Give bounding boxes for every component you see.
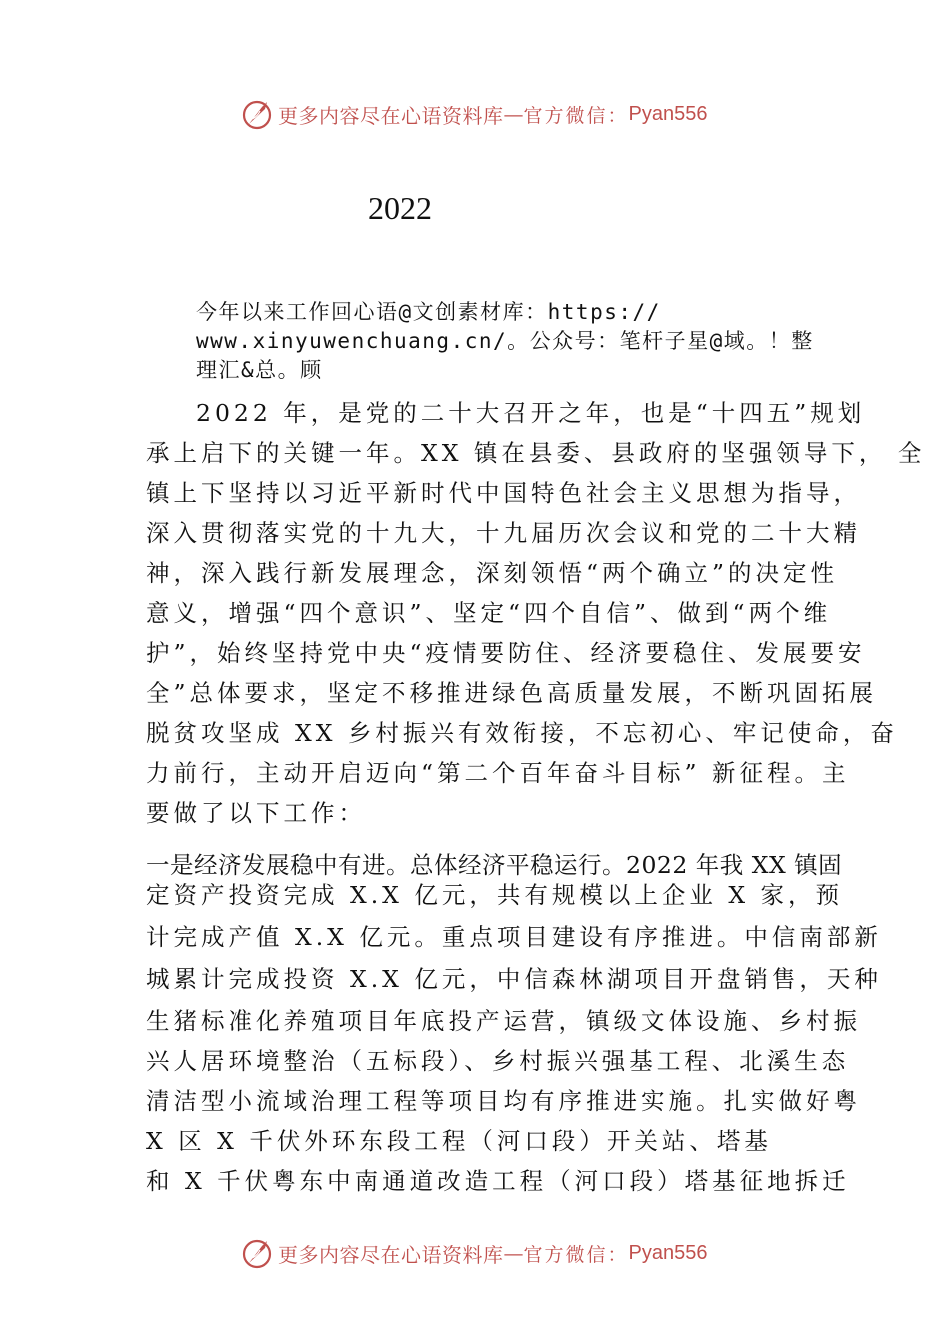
banner-wechat-label: 官方微信：	[523, 104, 629, 127]
banner-wechat-id: Pyan556	[628, 1241, 708, 1264]
paragraph1-line: 深入贯彻落实党的十九大，十九届历次会议和党的二十大精	[146, 519, 861, 547]
paragraph2-line: 一是经济发展稳中有进。总体经济平稳运行。2022 年我 XX 镇固	[146, 851, 843, 879]
paragraph1-line: 全”总体要求，坚定不移推进绿色高质量发展，不断巩固拓展	[146, 679, 878, 707]
paragraph1-line: 2022 年，是党的二十大召开之年，也是“十四五”规划	[196, 399, 866, 427]
banner-text: 更多内容尽在心语资料库	[278, 103, 504, 128]
paragraph1-line: 护”，始终坚持党中央“疫情要防住、经济要稳住、发展要安	[146, 639, 866, 667]
paragraph2-line: 兴人居环境整治（五标段）、乡村振兴强基工程、北溪生态	[146, 1047, 850, 1075]
paragraph1-line: 镇上下坚持以习近平新时代中国特色社会主义思想为指导，	[146, 479, 861, 507]
header-banner	[240, 94, 707, 134]
paragraph1-line: 要做了以下工作：	[146, 799, 366, 827]
banner-text: 更多内容尽在心语资料库	[278, 1242, 504, 1267]
intro-line: 今年以来工作回心语@文创素材库：https://	[196, 300, 661, 324]
banner-wechat-label: 官方微信：	[523, 1243, 629, 1266]
paragraph2-line: X 区 X 千伏外环东段工程（河口段）开关站、塔基	[146, 1127, 772, 1155]
banner-wechat-id: Pyan556	[628, 102, 708, 125]
banner-dash: —	[503, 1241, 524, 1265]
paragraph2-line: 清洁型小流域治理工程等项目均有序推进实施。扎实做好粤	[146, 1087, 861, 1115]
paragraph1-line: 神，深入践行新发展理念，深刻领悟“两个确立”的决定性	[146, 559, 839, 587]
paragraph1-line: 承上启下的关键一年。XX 镇在县委、县政府的坚强领导下， 全	[146, 439, 926, 467]
document-title: 2022	[368, 190, 432, 226]
footer-banner	[240, 1233, 707, 1273]
intro-line: 理汇&总。顾	[196, 358, 323, 382]
paragraph2-line: 定资产投资完成 X.X 亿元，共有规模以上企业 X 家，预	[146, 881, 844, 909]
quill-logo-icon	[240, 1236, 274, 1270]
paragraph2-line: 计完成产值 X.X 亿元。重点项目建设有序推进。中信南部新	[146, 923, 882, 951]
paragraph2-line: 生猪标准化养殖项目年底投产运营，镇级文体设施、乡村振	[146, 1007, 861, 1035]
intro-line: www.xinyuwenchuang.cn/。公众号：笔杆子星@域。！整	[196, 329, 814, 353]
paragraph1-line: 脱贫攻坚成 XX 乡村振兴有效衔接，不忘初心、牢记使命，奋	[146, 719, 898, 747]
paragraph2-line: 和 X 千伏粤东中南通道改造工程（河口段）塔基征地拆迁	[146, 1167, 850, 1195]
paragraph1-line: 力前行，主动开启迈向“第二个百年奋斗目标” 新征程。主	[146, 759, 850, 787]
paragraph2-line: 城累计完成投资 X.X 亿元，中信森林湖项目开盘销售，天种	[146, 965, 882, 993]
banner-dash: —	[503, 102, 524, 126]
paragraph1-line: 意义，增强“四个意识”、坚定“四个自信”、做到“两个维	[146, 599, 832, 627]
quill-logo-icon	[240, 97, 274, 131]
